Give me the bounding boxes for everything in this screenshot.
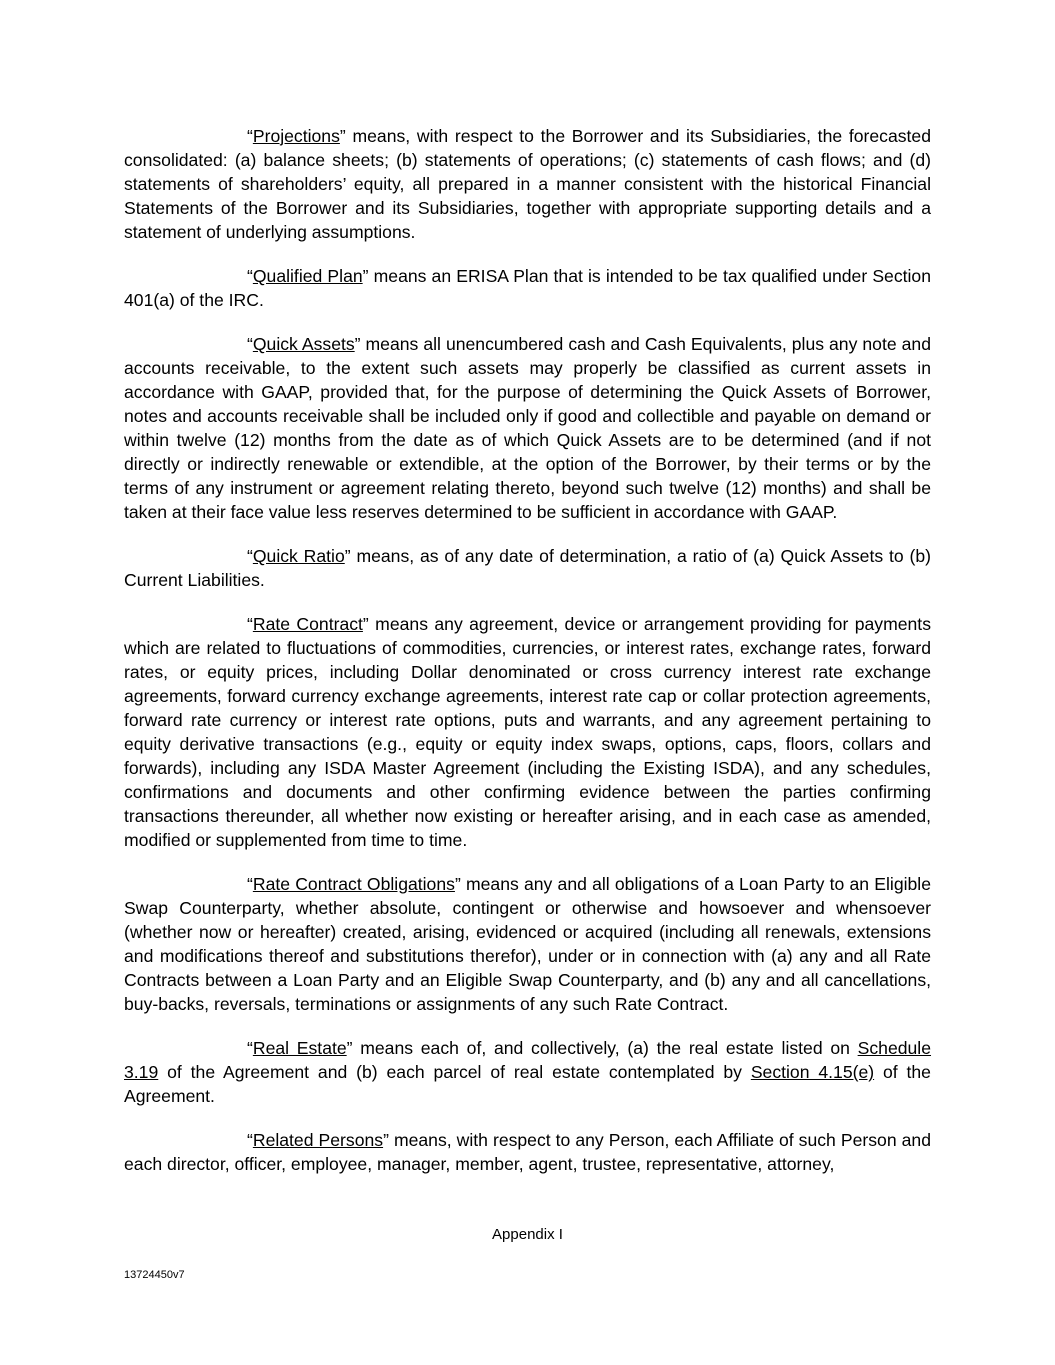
close-quote: ” [344, 546, 351, 566]
section-reference: Section 4.15(e) [750, 1062, 875, 1082]
close-quote: ” [362, 614, 369, 634]
definition-text: means any agreement, device or arrangement providing for payments which are related to fluctuations of commodities, currencies, or interest rates, exchange rates, forward rates, or equity prices, including Dollar denominated or cross currency interest rate exchange agreements, forward currency exchange agreements, interest rate cap or collar protection agreements, forward rate currency or interest rate options, puts and warrants, and any agreement pertaining to equity derivative transactions (e.g., equity or equity index swaps, options, caps, floors, collars and forwards), including any ISDA Master Agreement (including the Existing ISDA), and any schedules, confirmations and documents and other confirming evidence between the parties confirming transactions thereunder, all whether now existing or hereafter arising, and in each case as amended, modified or supplemented from time to time. [124, 614, 931, 850]
open-quote: “ [247, 874, 253, 894]
open-quote: “ [247, 126, 253, 146]
definition-rate-contract-obligations [124, 872, 931, 1016]
defined-term: Related Persons [252, 1130, 384, 1150]
definition-qualified-plan [124, 264, 931, 312]
definition-text: means, with respect to any Person, each Affiliate of such Person and each director, officer, employee, manager, member, agent, trustee, representative, attorney, [124, 1130, 931, 1174]
open-quote: “ [247, 546, 253, 566]
definition-text: means any and all obligations of a Loan Party to an Eligible Swap Counterparty, whether absolute, contingent or otherwise and howsoever and whensoever (whether now or hereafter) created, arising, evidenced or acquired (including all renewals, extensions and modifications thereof and substitutions therefor), under or in connection with (a) any and all Rate Contracts between a Loan Party and an Eligible Swap Counterparty, and (b) any and all cancellations, buy-backs, reversals, terminations or assignments of any such Rate Contract. [124, 874, 932, 1014]
close-quote: ” [346, 1038, 353, 1058]
defined-term: Quick Assets [252, 334, 355, 354]
open-quote: “ [247, 266, 253, 286]
defined-term: Rate Contract [252, 614, 363, 634]
definition-text: means, as of any date of determination, a ratio of (a) Quick Assets to (b) Current Liabilities. [124, 546, 931, 590]
close-quote: ” [454, 874, 461, 894]
defined-term: Qualified Plan [252, 266, 363, 286]
definition-real-estate [124, 1036, 931, 1108]
definitions-body [124, 124, 931, 1196]
definition-text: means each of, and collectively, (a) the real estate listed on [352, 1038, 858, 1058]
definition-rate-contract [124, 612, 931, 852]
definition-text: of the Agreement. [124, 1062, 931, 1106]
definition-text: means, with respect to the Borrower and its Subsidiaries, the forecasted consolidated: (a) balance sheets; (b) statements of operations; (c) statements of cash flows; and (d) statements of shareholders’ equity, all prepared in a manner consistent with the historical Financial Statements of the Borrower and its Subsidiaries, together with appropriate supporting details and a statement of underlying assumptions. [124, 126, 931, 242]
page-footer-label: Appendix I [492, 1226, 563, 1243]
definition-text: of the Agreement and (b) each parcel of real estate contemplated by [158, 1062, 751, 1082]
close-quote: ” [362, 266, 369, 286]
open-quote: “ [247, 1038, 253, 1058]
document-id: 13724450v7 [124, 1269, 185, 1281]
definition-related-persons [124, 1128, 931, 1176]
definition-text: means an ERISA Plan that is intended to be tax qualified under Section 401(a) of the IRC. [124, 266, 931, 310]
close-quote: ” [383, 1130, 389, 1150]
defined-term: Quick Ratio [252, 546, 345, 566]
definition-text: means all unencumbered cash and Cash Equivalents, plus any note and accounts receivable, to the extent such assets may properly be classified as current assets in accordance with GAAP, provided that, for the purpose of determining the Quick Assets of Borrower, notes and accounts receivable shall be included only if good and collectible and payable on demand or within twelve (12) months from the date as of which Quick Assets are to be determined (and if not directly or indirectly renewable or extendible, at the option of the Borrower, by their terms or by the terms of any instrument or agreement relating thereto, beyond such twelve (12) months) and shall be taken at their face value less reserves determined to be sufficient in accordance with GAAP. [124, 334, 931, 522]
open-quote: “ [247, 334, 253, 354]
definition-projections [124, 124, 931, 244]
defined-term: Real Estate [252, 1038, 347, 1058]
open-quote: “ [247, 1130, 253, 1150]
defined-term: Rate Contract Obligations [252, 874, 455, 894]
schedule-reference: Schedule 3.19 [124, 1038, 932, 1082]
close-quote: ” [339, 126, 346, 146]
definition-quick-assets [124, 332, 931, 524]
definition-quick-ratio [124, 544, 931, 592]
open-quote: “ [247, 614, 253, 634]
defined-term: Projections [252, 126, 340, 146]
close-quote: ” [354, 334, 361, 354]
